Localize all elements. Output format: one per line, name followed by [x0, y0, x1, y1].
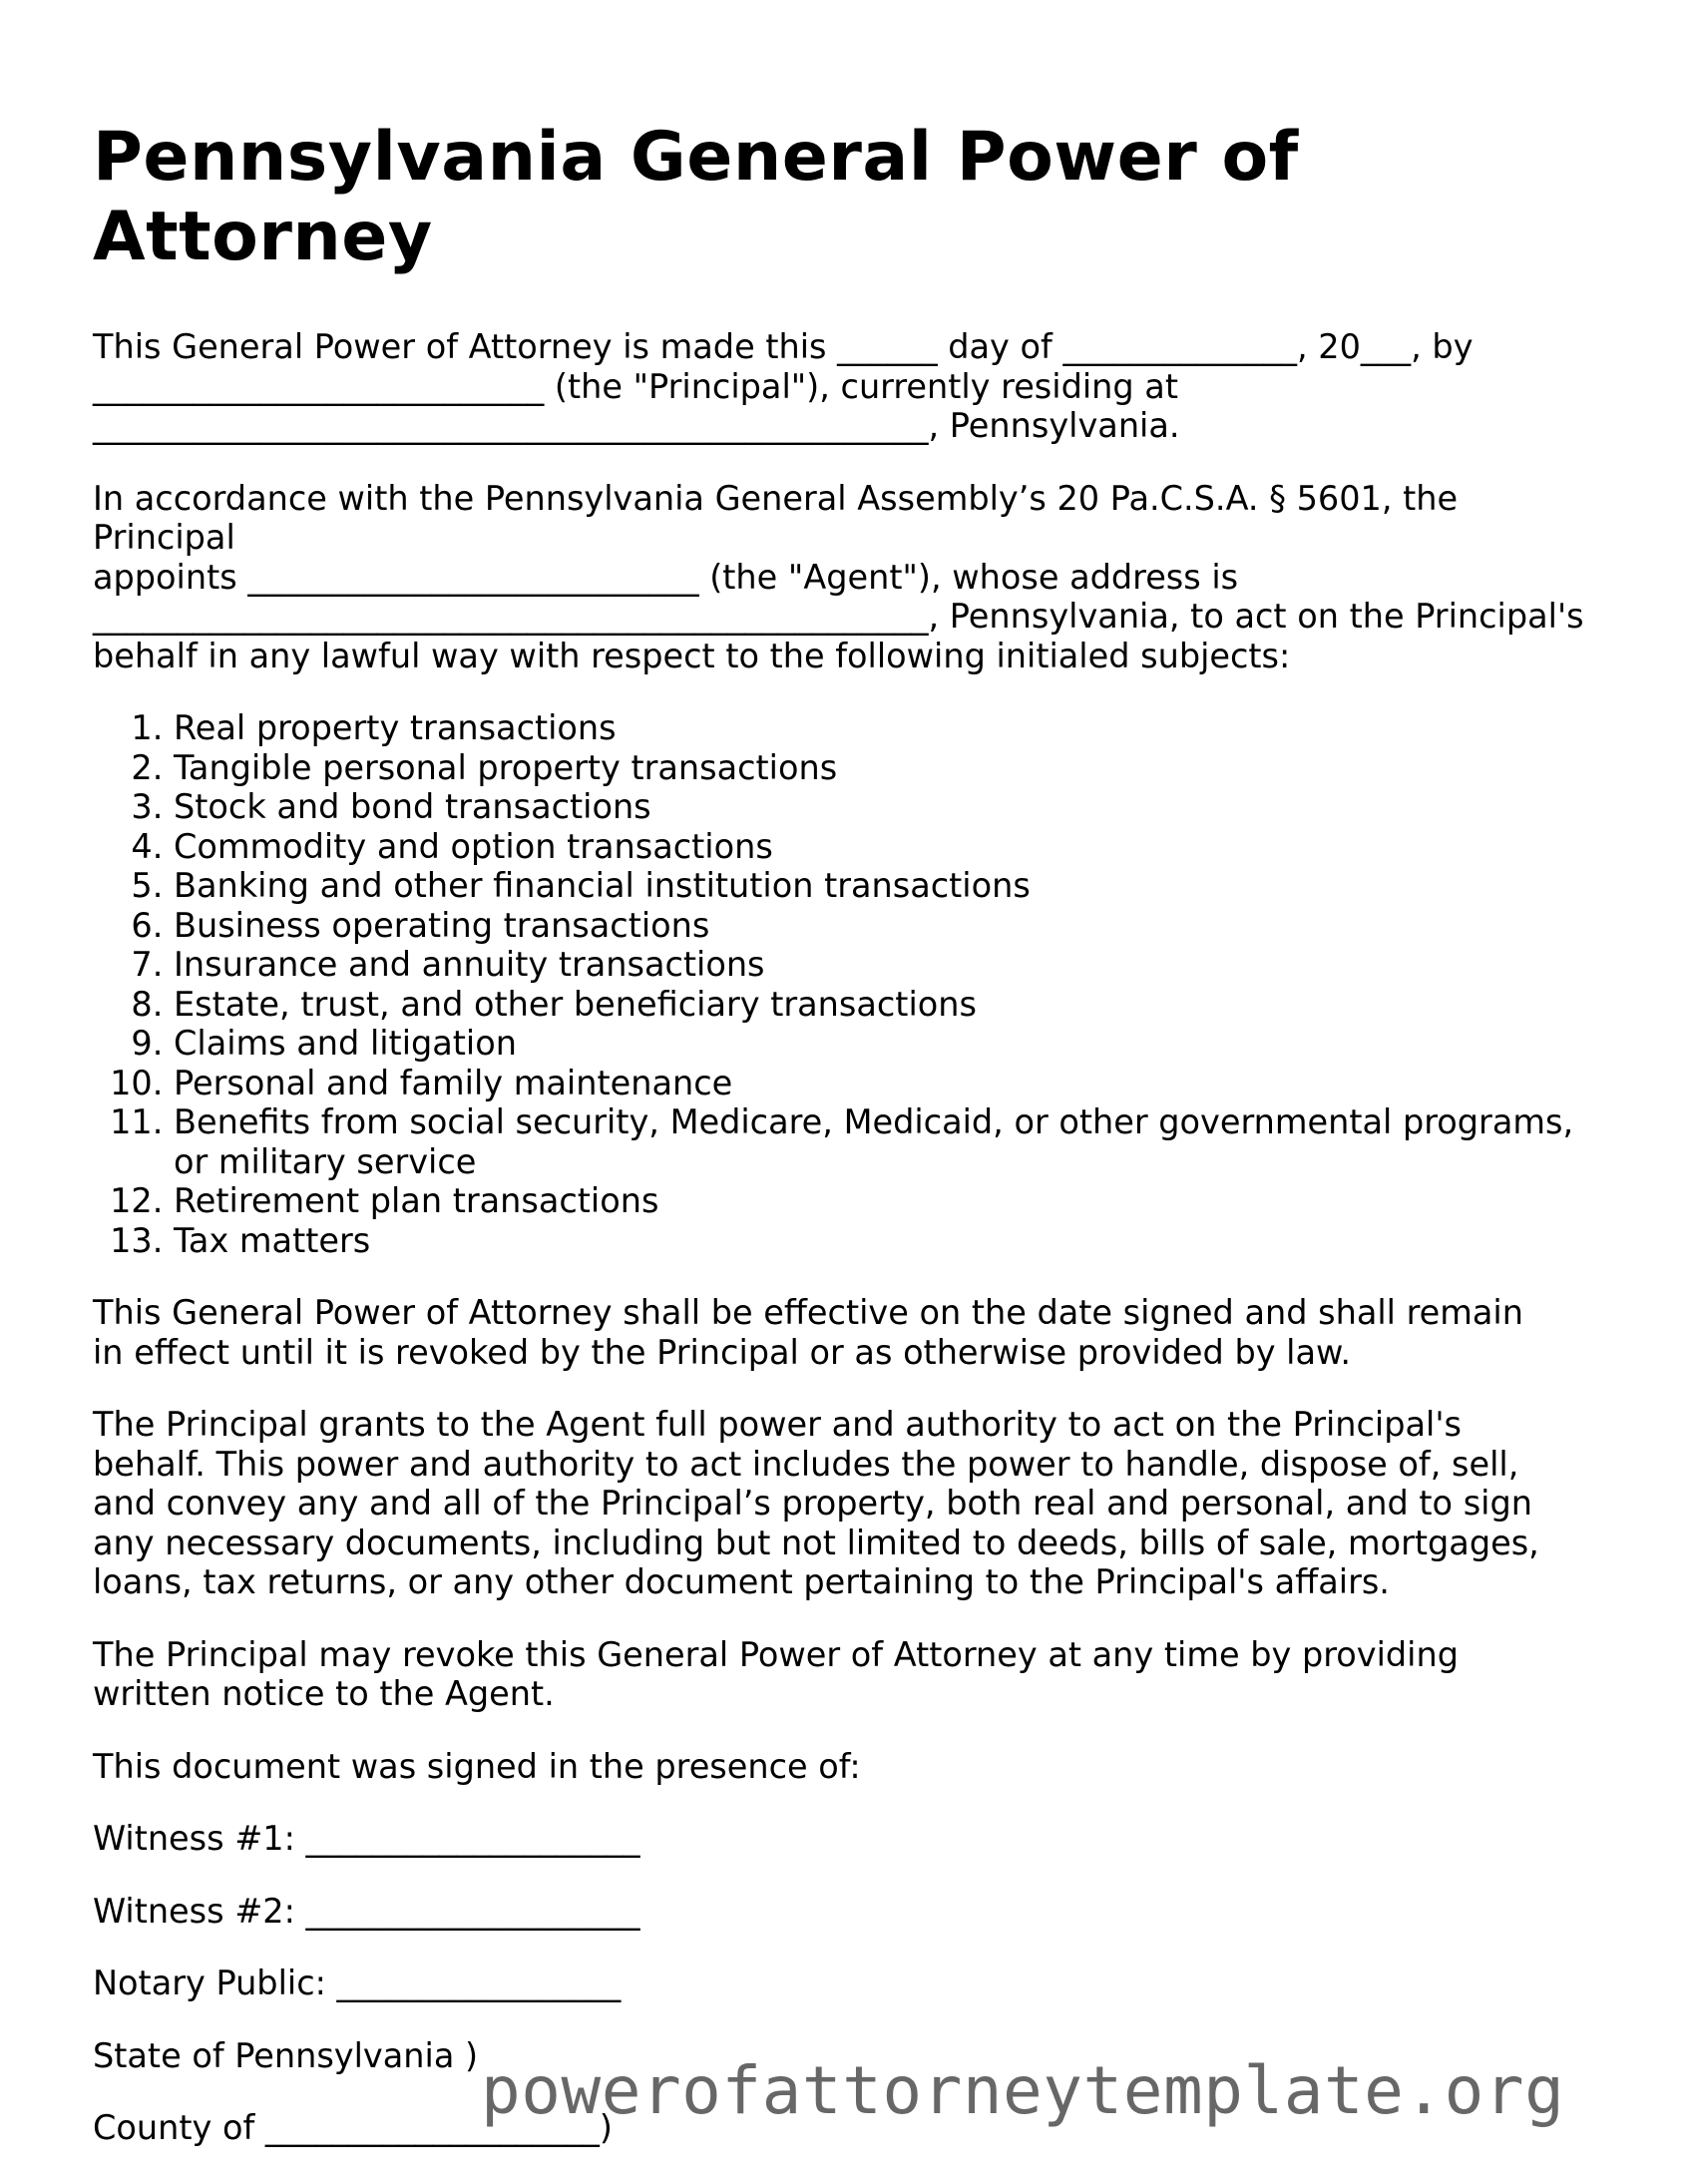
subject-item: 6. Business operating transactions — [174, 906, 1609, 946]
subject-item: 9. Claims and litigation — [174, 1024, 1609, 1064]
watermark-text: powerofattorneytemplate.org — [481, 2052, 1565, 2129]
subject-item: 10. Personal and family maintenance — [174, 1064, 1609, 1103]
appointment-line-2: appoints ___________________________ (the "Agent"), whose address is — [93, 557, 1239, 597]
notary-line: Notary Public: _________________ — [93, 1964, 622, 2002]
subject-item: 11. Benefits from social security, Medicare, Medicaid, or other governmental programs, or military service — [174, 1102, 1609, 1181]
appointment-line-3: __________________________________________________, Pennsylvania, to act on the Principal's — [93, 597, 1584, 636]
subject-item: 3. Stock and bond transactions — [174, 787, 1609, 827]
subject-item: 13. Tax matters — [174, 1221, 1609, 1261]
subject-item: 8. Estate, trust, and other beneficiary transactions — [174, 985, 1609, 1025]
subject-item: 7. Insurance and annuity transactions — [174, 945, 1609, 985]
presence-statement: This document was signed in the presence of: — [93, 1746, 861, 1786]
effective-paragraph: This General Power of Attorney shall be effective on the date signed and shall remain in effect until it is revoked by the Principal or as otherwise provided by law. — [93, 1293, 1523, 1372]
witness-2-line: Witness #2: ____________________ — [93, 1891, 640, 1931]
state-line: State of Pennsylvania ) — [93, 2035, 479, 2075]
subject-item: 5. Banking and other financial institution transactions — [174, 866, 1609, 906]
appointment-paragraph — [93, 479, 1609, 676]
intro-paragraph — [93, 327, 1609, 446]
grants-paragraph: The Principal grants to the Agent full power and authority to act on the Principal's behalf. This power and authority to act includes the power to handle, dispose of, sell, and convey any and all of the Principal’s property, both real and personal, and to sign any necessary documents, including but not limited to deeds, bills of sale, mortgages, loans, tax returns, or any other document pertaining to the Principal's affairs. — [93, 1405, 1539, 1601]
subject-item: 1. Real property transactions — [174, 708, 1609, 748]
intro-line-2: ___________________________ (the "Principal"), currently residing at — [93, 366, 1178, 406]
subjects-list — [93, 708, 1609, 1260]
witness-1-line: Witness #1: ____________________ — [93, 1819, 640, 1858]
county-line: County of ____________________) — [93, 2108, 613, 2147]
intro-line-3: __________________________________________________, Pennsylvania. — [93, 406, 1180, 445]
subject-item: 4. Commodity and option transactions — [174, 827, 1609, 867]
subject-item: 12. Retirement plan transactions — [174, 1181, 1609, 1221]
appointment-line-1: In accordance with the Pennsylvania General Assembly’s 20 Pa.C.S.A. § 5601, the Principal — [93, 478, 1459, 557]
appointment-line-4: behalf in any lawful way with respect to the following initialed subjects: — [93, 636, 1291, 675]
document-title: Pennsylvania General Power of Attorney — [93, 118, 1299, 276]
revoke-paragraph: The Principal may revoke this General Power of Attorney at any time by providing written notice to the Agent. — [93, 1634, 1459, 1713]
intro-line-1: This General Power of Attorney is made this ______ day of ______________, 20___, by — [93, 327, 1474, 366]
document-page — [93, 118, 1609, 2181]
subject-item: 2. Tangible personal property transactions — [174, 748, 1609, 788]
